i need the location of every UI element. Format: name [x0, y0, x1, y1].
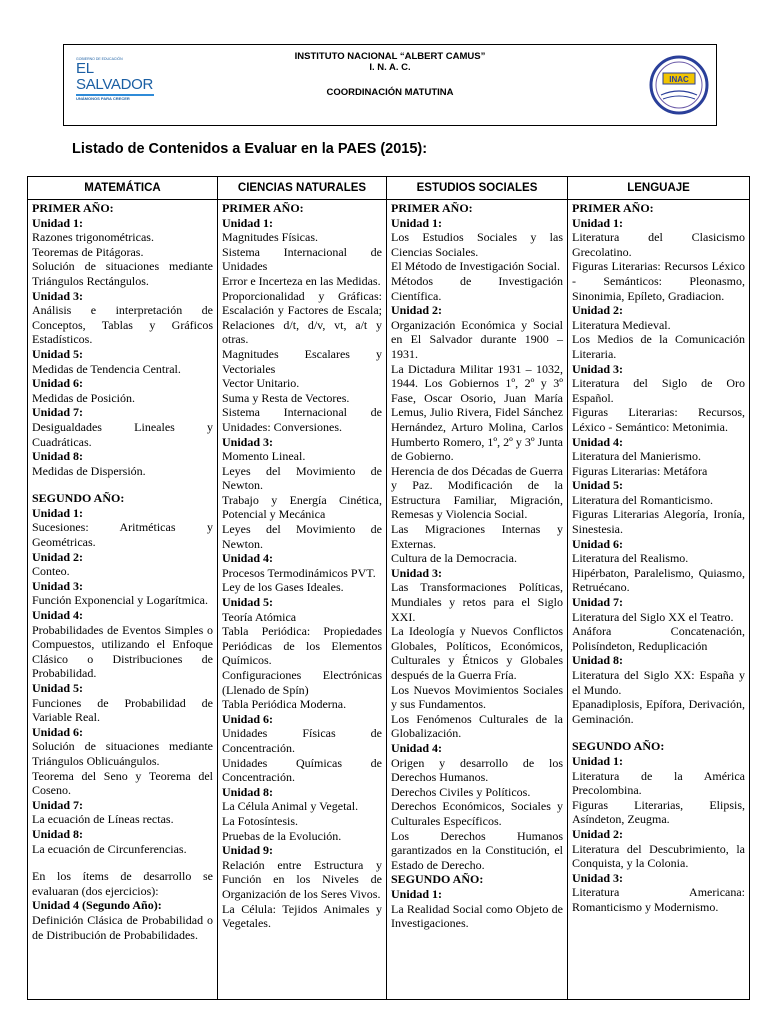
- section-heading: Unidad 6:: [32, 376, 84, 391]
- content-item: Tabla Periódica Moderna.: [222, 697, 347, 712]
- content-item: Las Migraciones Internas y Externas.: [391, 522, 563, 551]
- content-item: Desigualdades Lineales y Cuadráticas.: [32, 419, 213, 449]
- content-item: Ley de los Gases Ideales.: [222, 580, 344, 595]
- section-heading: Unidad 4:: [222, 551, 274, 566]
- section-heading: Unidad 3:: [32, 288, 84, 303]
- section-heading: Unidad 1:: [391, 215, 443, 230]
- content-item: Figuras Literarias: Recursos Léxico - Semánticos: Pleonasmo, Sinonimia, Epíleto, Gradiacion.: [572, 259, 745, 303]
- section-heading: SEGUNDO AÑO:: [391, 872, 484, 887]
- table-header-row: [28, 177, 750, 200]
- content-item: Organización Económica y Social en El Salvador durante 1900 – 1931.: [391, 317, 563, 361]
- header-text: [64, 51, 716, 98]
- content-table: [27, 176, 750, 1000]
- section-heading: Unidad 1:: [32, 215, 84, 230]
- section-heading: Unidad 9:: [222, 843, 274, 858]
- section-heading: Unidad 6:: [572, 536, 624, 551]
- column-header-estudios-sociales: ESTUDIOS SOCIALES: [387, 177, 568, 200]
- table-content-row: [28, 200, 750, 1000]
- content-item: Funciones de Probabilidad de Variable Real.: [32, 695, 213, 725]
- logo-motto: UNÁMONOS PARA CRECER: [76, 96, 130, 101]
- content-item: Los Nuevos Movimientos Sociales y sus Fundamentos.: [391, 682, 563, 712]
- section-heading: Unidad 8:: [222, 784, 274, 799]
- inac-seal-text: INAC: [669, 75, 689, 84]
- institution-acronym: I. N. A. C.: [369, 62, 411, 73]
- content-item: Cultura de la Democracia.: [391, 551, 517, 566]
- content-item: Los Fenómenos Culturales de la Globalización.: [391, 711, 563, 741]
- section-heading: Unidad 1:: [391, 886, 443, 901]
- content-item: Suma y Resta de Vectores.: [222, 390, 350, 405]
- content-item: Literatura del Romanticismo.: [572, 492, 713, 507]
- section-heading: Unidad 4:: [572, 434, 624, 449]
- section-heading: Unidad 5:: [222, 595, 274, 610]
- matematica-content: [32, 201, 213, 942]
- content-item: Literatura del Descubrimiento, la Conquista, y la Colonia.: [572, 841, 745, 871]
- content-item: Configuraciones Electrónicas (Llenado de Spín): [222, 668, 382, 697]
- content-item: La Fotosíntesis.: [222, 813, 299, 828]
- content-item: Figuras Literarias: Metáfora: [572, 463, 708, 478]
- section-heading: Unidad 4 (Segundo Año):: [32, 898, 162, 913]
- section-heading: SEGUNDO AÑO:: [572, 739, 665, 754]
- ciencias-naturales-content: [222, 201, 382, 931]
- content-item: La Célula: Tejidos Animales y Vegetales.: [222, 901, 382, 931]
- inac-seal-icon: [649, 51, 709, 119]
- institution-name: INSTITUTO NACIONAL “ALBERT CAMUS”: [294, 51, 486, 62]
- content-item: Los Medios de la Comunicación Literaria.: [572, 332, 745, 361]
- content-item: Procesos Termodinámicos PVT.: [222, 565, 376, 580]
- section-heading: Unidad 2:: [572, 303, 624, 318]
- content-item: Literatura del Realismo.: [572, 551, 689, 566]
- content-item: Literatura del Siglo de Oro Español.: [572, 376, 745, 405]
- column-cell-ciencias-naturales: [218, 200, 387, 1000]
- content-item: La Ideología y Nuevos Conflictos Globales, Políticos, Económicos, Culturales y Étnicos y Globales después de la Guerra Fría.: [391, 624, 563, 682]
- content-item: Razones trigonométricas.: [32, 230, 154, 245]
- lenguaje-content: [572, 201, 745, 915]
- content-item: Pruebas de la Evolución.: [222, 828, 342, 843]
- content-item: Literatura del Manierismo.: [572, 449, 701, 464]
- section-heading: PRIMER AÑO:: [572, 201, 654, 215]
- section-heading: Unidad 8:: [32, 449, 84, 464]
- content-item: Teoría Atómica: [222, 609, 297, 624]
- column-header-ciencias-naturales: CIENCIAS NATURALES: [218, 177, 387, 200]
- content-item: Sistema Internacional de Unidades: Conversiones.: [222, 405, 382, 434]
- content-item: Las Transformaciones Políticas, Mundiales y retos para el Siglo XXI.: [391, 580, 563, 624]
- section-heading: Unidad 4:: [32, 608, 84, 623]
- section-heading: Unidad 8:: [572, 653, 624, 668]
- content-item: Figuras Literarias Alegoría, Ironía, Sinestesia.: [572, 507, 745, 537]
- section-heading: Unidad 6:: [32, 724, 84, 739]
- content-item: Métodos de Investigación Científica.: [391, 273, 563, 303]
- content-item: Literatura del Siglo XX el Teatro.: [572, 609, 734, 624]
- content-item: Vector Unitario.: [222, 376, 300, 391]
- content-item: Error e Incerteza en las Medidas.: [222, 273, 381, 288]
- section-heading: Unidad 1:: [572, 215, 624, 230]
- section-heading: Unidad 3:: [572, 870, 624, 885]
- content-item: Literatura del Clasicismo Grecolatino.: [572, 230, 745, 259]
- content-item: Conteo.: [32, 564, 70, 579]
- content-item: Teoremas de Pitágoras.: [32, 244, 144, 259]
- content-item: Unidades Físicas de Concentración.: [222, 726, 382, 755]
- section-heading: PRIMER AÑO:: [32, 201, 114, 215]
- content-item: Proporcionalidad y Gráficas: Escalación y Factores de Escala; Relaciones d/t, d/v, vt, a/t y otras.: [222, 288, 382, 347]
- section-heading: Unidad 7:: [572, 595, 624, 610]
- content-item: Medidas de Tendencia Central.: [32, 361, 181, 376]
- content-item: Derechos Económicos, Sociales y Culturales Específicos.: [391, 799, 563, 828]
- content-item: Medidas de Posición.: [32, 390, 135, 405]
- content-item: Herencia de dos Décadas de Guerra y Paz. Modificación de la Estructura Familiar, Migración, Remesas y Violencia Social.: [391, 463, 563, 522]
- column-header-matematica: MATEMÁTICA: [28, 177, 218, 200]
- section-heading: Unidad 2:: [391, 303, 443, 318]
- content-item: Los Estudios Sociales y las Ciencias Sociales.: [391, 230, 563, 259]
- section-heading: Unidad 2:: [32, 549, 84, 564]
- content-item: En los ítems de desarrollo se evaluaran (dos ejercicios):: [32, 869, 213, 898]
- content-item: Relación entre Estructura y Función en los Niveles de Organización de los Seres Vivos.: [222, 857, 382, 901]
- content-item: La Realidad Social como Objeto de Investigaciones.: [391, 901, 563, 931]
- column-cell-matematica: [28, 200, 218, 1000]
- spacer: [32, 478, 213, 491]
- section-heading: Unidad 3:: [222, 434, 274, 449]
- content-item: Derechos Civiles y Políticos.: [391, 784, 531, 799]
- section-heading: Unidad 1:: [572, 753, 624, 768]
- logo-big-text: EL SALVADOR: [76, 60, 154, 93]
- column-cell-estudios-sociales: [387, 200, 568, 1000]
- content-item: Teorema del Seno y Teorema del Coseno.: [32, 768, 213, 798]
- header-box: [63, 44, 717, 126]
- content-item: La Dictadura Militar 1931 – 1032, 1944. Los Gobiernos 1º, 2º y 3º Fase, Oscar Osorio, Juan María Lemus, Julio Rivera, Fidel Sánchez Hernández, Arturo Molina, Carlos Humberto Romero, 1º, 2º y 3º Junta de Gobierno.: [391, 361, 563, 464]
- content-item: Sistema Internacional de Unidades: [222, 244, 382, 274]
- content-item: La Célula Animal y Vegetal.: [222, 799, 359, 814]
- content-item: Función Exponencial y Logarítmica.: [32, 593, 208, 608]
- content-item: Análisis e interpretación de Conceptos, Tablas y Gráficos Estadísticos.: [32, 303, 213, 347]
- section-heading: Unidad 1:: [32, 505, 84, 520]
- content-item: Figuras Literarias: Recursos, Léxico - Semántico: Metonimia.: [572, 405, 745, 434]
- section-heading: Unidad 4:: [391, 740, 443, 755]
- section-heading: Unidad 5:: [32, 346, 84, 361]
- content-item: Medidas de Dispersión.: [32, 463, 146, 478]
- content-item: Magnitudes Físicas.: [222, 230, 318, 245]
- section-heading: Unidad 3:: [572, 361, 624, 376]
- content-item: Literatura Americana: Romanticismo y Modernismo.: [572, 885, 745, 914]
- content-item: Epanadiplosis, Epífora, Derivación, Geminación.: [572, 697, 745, 726]
- content-item: Sucesiones: Aritméticas y Geométricas.: [32, 520, 213, 550]
- content-item: Los Derechos Humanos garantizados en la Constitución, el Estado de Derecho.: [391, 828, 563, 872]
- content-item: Literatura de la América Precolombina.: [572, 768, 745, 798]
- section-heading: Unidad 8:: [32, 826, 84, 841]
- section-heading: Unidad 2:: [572, 826, 624, 841]
- content-item: Trabajo y Energía Cinética, Potencial y Mecánica: [222, 492, 382, 522]
- content-item: Definición Clásica de Probabilidad o de Distribución de Probabilidades.: [32, 912, 213, 942]
- section-heading: Unidad 3:: [391, 565, 443, 580]
- column-cell-lenguaje: [568, 200, 750, 1000]
- content-item: Hipérbaton, Paralelismo, Quiasmo, Retruécano.: [572, 565, 745, 595]
- content-item: Momento Lineal.: [222, 449, 306, 464]
- content-item: Probabilidades de Eventos Simples o Compuestos, utilizando el Enfoque Clásico o Distribuciones de Probabilidad.: [32, 622, 213, 681]
- content-item: Magnitudes Escalares y Vectoriales: [222, 346, 382, 376]
- content-item: Solución de situaciones mediante Triángulos Oblicuángulos.: [32, 739, 213, 768]
- section-heading: SEGUNDO AÑO:: [32, 491, 125, 506]
- content-item: Tabla Periódica: Propiedades Periódicas de los Elementos Químicos.: [222, 624, 382, 668]
- section-heading: Unidad 7:: [32, 405, 84, 420]
- content-item: Leyes del Movimiento de Newton.: [222, 463, 382, 493]
- section-heading: Unidad 6:: [222, 711, 274, 726]
- section-heading: PRIMER AÑO:: [391, 201, 473, 215]
- content-item: Origen y desarrollo de los Derechos Humanos.: [391, 755, 563, 785]
- content-item: Anáfora Concatenación, Polisíndeton, Reduplicación: [572, 624, 745, 653]
- content-item: Literatura Medieval.: [572, 317, 671, 332]
- content-item: Solución de situaciones mediante Triángulos Rectángulos.: [32, 259, 213, 288]
- spacer: [572, 726, 745, 739]
- estudios-sociales-content: [391, 201, 563, 931]
- content-item: El Método de Investigación Social.: [391, 259, 560, 274]
- section-heading: Unidad 7:: [32, 797, 84, 812]
- document-title: Listado de Contenidos a Evaluar en la PAES (2015):: [72, 141, 428, 157]
- section-heading: PRIMER AÑO:: [222, 201, 304, 215]
- content-item: Leyes del Movimiento de Newton.: [222, 522, 382, 551]
- section-heading: Unidad 3:: [32, 578, 84, 593]
- content-item: La ecuación de Líneas rectas.: [32, 812, 174, 827]
- section-heading: Unidad 5:: [32, 681, 84, 695]
- coordination-label: COORDINACIÓN MATUTINA: [326, 87, 454, 98]
- section-heading: Unidad 1:: [222, 215, 274, 230]
- spacer: [32, 856, 213, 869]
- content-item: La ecuación de Circunferencias.: [32, 841, 187, 856]
- section-heading: Unidad 5:: [572, 478, 624, 493]
- content-item: Literatura del Siglo XX: España y el Mundo.: [572, 668, 745, 697]
- content-item: Figuras Literarias, Elipsis, Asíndeton, Zeugma.: [572, 797, 745, 827]
- content-item: Unidades Químicas de Concentración.: [222, 755, 382, 785]
- logo-small-text: GOBIERNO DE EDUCACIÓN: [76, 57, 123, 61]
- column-header-lenguaje: LENGUAJE: [568, 177, 750, 200]
